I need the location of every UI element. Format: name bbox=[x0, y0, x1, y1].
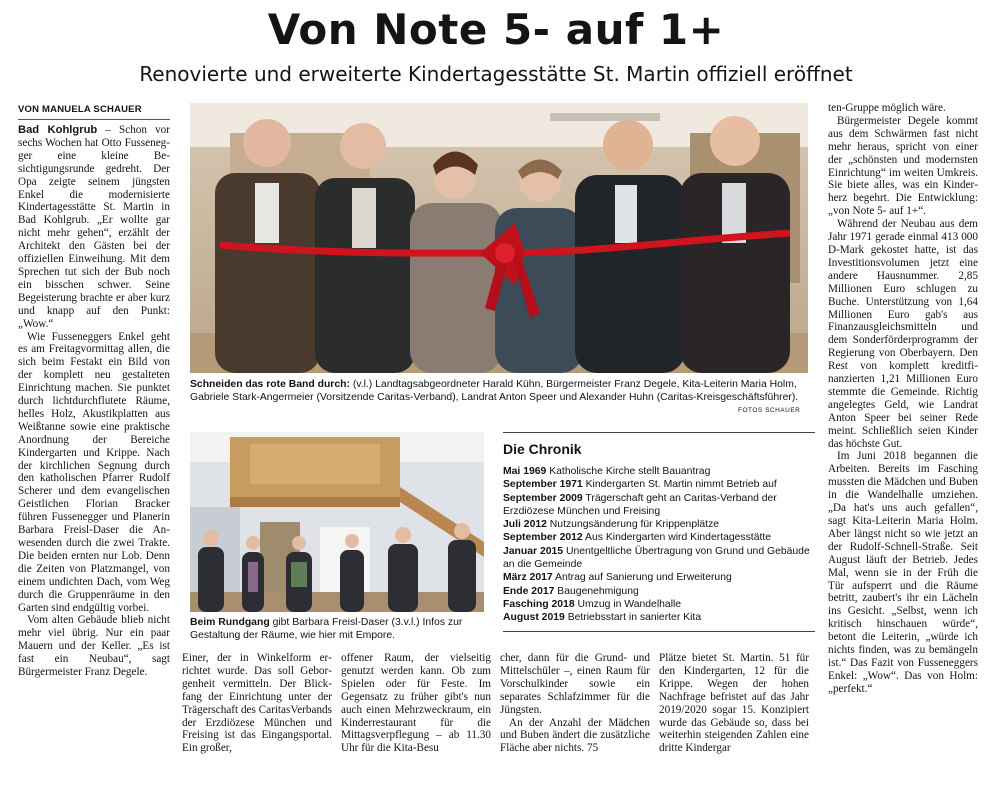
chronik-text: Baugenehmigung bbox=[557, 585, 639, 597]
chronik-date: Mai 1969 bbox=[503, 466, 547, 477]
paragraph-3: Vom alten Gebäude blieb nicht mehr viel übrig. Nur ein paar Mauern und der Keller. „Es ist fast ein Neubau“, sagt Bürgermeister Franz Degele. bbox=[18, 614, 170, 679]
column-2-text: Einer, der in Winkelform errichtet wurde. Das soll Geborgenheit vermitteln. Der Blickfang der Einrichtung unter der Trägerschaft des CaritasVerbands der Erzdiözese München und Freising ist das Eingangsportal. Ein großer, bbox=[182, 652, 332, 755]
chronik-entry bbox=[503, 571, 815, 584]
chronik-date: März 2017 bbox=[503, 572, 553, 584]
chronik-entry bbox=[503, 585, 815, 598]
chronik-entry bbox=[503, 465, 815, 478]
photo-credit: FOTOS SCHAUER bbox=[738, 407, 801, 414]
chronik-text: Unentgeltliche Übertragung von Grund und Gebäude an die Gemeinde bbox=[503, 545, 810, 571]
chronik-entry bbox=[503, 611, 815, 624]
paragraph-1-text: – Schon vor sechs Wochen hat Otto Fussenegger eine kleine Besichtigungsrunde gedreht. Der Opa zeigte seinem jüngsten Enkel die modernisierte Kindertagesstätte St. Martin in Bad Kohlgrub. „Er wollte gar nicht mehr gehen“, erzählt der Architekt den Gästen bei der offiziellen Einweihung. Mit dem Sprechen tut sich der Bub noch ein bisschen schwer. Seine Begeisterung brachte er aber kurz und knapp auf den Punkt: „Wow.“ bbox=[18, 124, 170, 330]
column-4-text: cher, dann für die Grund- und Mittelschüler –, einen Raum für Vorschulkinder sowie ein separates Schlafzimmer für die Jüngsten. bbox=[500, 652, 650, 716]
chronik-date: Ende 2017 bbox=[503, 585, 555, 597]
chronik-text: Antrag auf Sanierung und Erweiterung bbox=[555, 572, 732, 584]
chronik-entry bbox=[503, 492, 815, 519]
dateline-place: Bad Kohlgrub bbox=[18, 124, 98, 136]
article-column-5 bbox=[659, 652, 809, 764]
chronik-date: Juli 2012 bbox=[503, 519, 547, 531]
article-column-3 bbox=[341, 652, 491, 764]
right-paragraph-1: ten-Gruppe möglich wäre. bbox=[828, 102, 946, 114]
byline: VON MANUELA SCHAUER bbox=[18, 104, 170, 120]
chronik-date: September 2009 bbox=[503, 492, 583, 504]
caption-2-lead: Beim Rundgang bbox=[190, 617, 270, 628]
chronik-text: Aus Kindergarten wird Kindertagesstätte bbox=[585, 532, 772, 544]
chronik-rule bbox=[503, 631, 815, 632]
right-paragraph-2: Bürgermeister Degele kommt aus dem Schwärmen fast nicht mehr heraus, spricht von einer der „schönsten und modernsten Einrichtung“ im weiten Umkreis. Sie biete alles, was ein Kinderherz begehrt. Die Entwicklung: „von Note 5- auf 1+“. bbox=[828, 114, 978, 218]
chronik-title: Die Chronik bbox=[503, 432, 815, 458]
chronik-date: September 2012 bbox=[503, 532, 583, 544]
chronik-date: Fasching 2018 bbox=[503, 598, 575, 610]
article-column-2 bbox=[182, 652, 332, 764]
chronik-date: August 2019 bbox=[503, 612, 565, 624]
column-3-text: offener Raum, der vielseitig genutzt werden kann. Ob zum Spielen oder für Feste. Im Gegensatz zu früher gibt's nun auch einen Mehrzweckraum, ein Kinderrestaurant für die Mittagsverpflegung – ab 11.30 Uhr für die Kita-Besu bbox=[341, 652, 491, 755]
photo-caption-1 bbox=[190, 378, 808, 404]
chronik-entry bbox=[503, 545, 815, 572]
tour-photo bbox=[190, 432, 484, 612]
column-5-text: Plätze bietet St. Martin. 51 für den Kindergarten, 12 für die Krippe. Wegen der hohen Nachfrage befristet auf das Jahr 2019/2020 sogar 15. Konzipiert wurde das Gebäude so, dass bei weiterhin steigenden Zahlen eine dritte Kindergar bbox=[659, 652, 809, 755]
chronik-text: Nutzungsänderung für Krippenplätze bbox=[549, 519, 720, 531]
chronik-entry bbox=[503, 518, 815, 531]
chronik-date: Januar 2015 bbox=[503, 545, 564, 557]
caption-2-text: gibt Barbara Freisl-Daser (3.v.l.) Infos zur Gestaltung der Räume, wie hier mit Empore. bbox=[190, 617, 463, 641]
chronik-text: Umzug in Wandelhalle bbox=[577, 598, 682, 610]
article-column-1 bbox=[18, 124, 170, 764]
chronik-box bbox=[503, 432, 815, 632]
chronik-text: Betriebsstart in sanierter Kita bbox=[567, 612, 702, 624]
paragraph-1 bbox=[18, 124, 170, 331]
headline: Von Note 5- auf 1+ bbox=[267, 5, 725, 54]
right-paragraph-3: Während der Neubau aus dem Jahr 1971 gerade einmal 413 000 D-Mark gekostet hatte, ist das Investitionsvolumen jetzt eine andere Hausnummer. 2,85 Millionen Euro schlugen zu Buche. Unterstützung von 1,64 Millionen Euro gab's aus Finanzausgleichsmitteln und dem Sonderförderprogramm der Regierung von Oberbayern. Den Rest von komplett kreditfinanzierten 1,21 Millionen Euro stemmte die Gemeinde. Richtig angelegtes Geld, wie Landrat Anton Speer bei seiner Rede meint. Schließlich seien Kinder das höchste Gut. bbox=[828, 218, 978, 450]
photo-caption-2 bbox=[190, 616, 484, 642]
ribbon-cutting-photo bbox=[190, 103, 808, 373]
caption-1-lead: Schneiden das rote Band durch: bbox=[190, 379, 350, 390]
chronik-text: Kindergarten St. Martin nimmt Betrieb auf bbox=[585, 479, 777, 491]
caption-1-text: (v.l.) Landtagsabgeordneter Harald Kühn, Bürgermeister Franz Degele, Kita-Leiterin Maria Holm, Gabriele Stark-Angermeier (Vorsitzende Caritas-Verband), Landrat Anton Speer und Alexander Huhn (Caritas-Kreisgeschäftsführer). bbox=[190, 379, 799, 403]
paragraph-2: Wie Fusseneggers Enkel geht es am Freitagvormittag allen, die sich beim Festakt ein Bild von der komplett neu gestalteten Einrichtung machen. Sie punktet durch lichtdurchflutete Räume, helles Holz, Akustikplatten aus Weißtanne sowie eine praktische Anordnung der Bereiche Kindergarten und Krippe. Nach der kirchlichen Segnung durch den katholischen Pfarrer Rudolf Scherer und dem evangelischen Geistlichen Florian Bracker führen Fussenegger und Planerin Barbara Freisl-Daser die Anwesenden durch die zwei Trakte. Die beiden ernten nur Lob. Denn die Zeiten von Platzmangel, von einem undichten Dach, vom Weg durch die Gruppenräume in den Garten sind endgültig vorbei. bbox=[18, 330, 170, 614]
chronik-list bbox=[503, 465, 815, 625]
column-4-text-2: An der Anzahl der Mädchen und Buben ändert die zusätzliche Fläche aber nichts. 75 bbox=[500, 716, 650, 755]
article-column-right bbox=[828, 102, 978, 764]
chronik-entry bbox=[503, 531, 815, 544]
chronik-text: Trägerschaft geht an Caritas-Verband der Erzdiözese München und Freising bbox=[503, 492, 777, 517]
chronik-entry bbox=[503, 478, 815, 491]
chronik-text: Katholische Kirche stellt Bauantrag bbox=[549, 466, 711, 477]
right-paragraph-4: Im Juni 2018 begannen die Arbeiten. Bereits im Fasching mussten die Mädchen und Buben in die Wandelhalle umziehen. „Da hat's uns auch gefallen“, sagt Kita-Leiterin Maria Holm. Aber längst nicht so wie jetzt an der Rudolf-Schnell-Straße. Seit August läuft der Betrieb. Jedes Mal, wenn sie in der Früh die Tür aufsperrt und die Räume betritt, zaubert's ihr ein Lächeln ins Gesicht. „Selbst, wenn ich kritisch hinschauen würde“, betont die Leiterin, „würde ich nichts finden, was zu bemängeln ist.“ Das Fazit von Fusseneggers Enkel: „Wow“. Das von Holm: „perfekt.“ bbox=[828, 450, 978, 695]
article-column-4 bbox=[500, 652, 650, 764]
subheadline: Renovierte und erweiterte Kindertagesstätte St. Martin offiziell eröffnet bbox=[139, 62, 853, 86]
chronik-entry bbox=[503, 598, 815, 611]
chronik-date: September 1971 bbox=[503, 479, 583, 491]
